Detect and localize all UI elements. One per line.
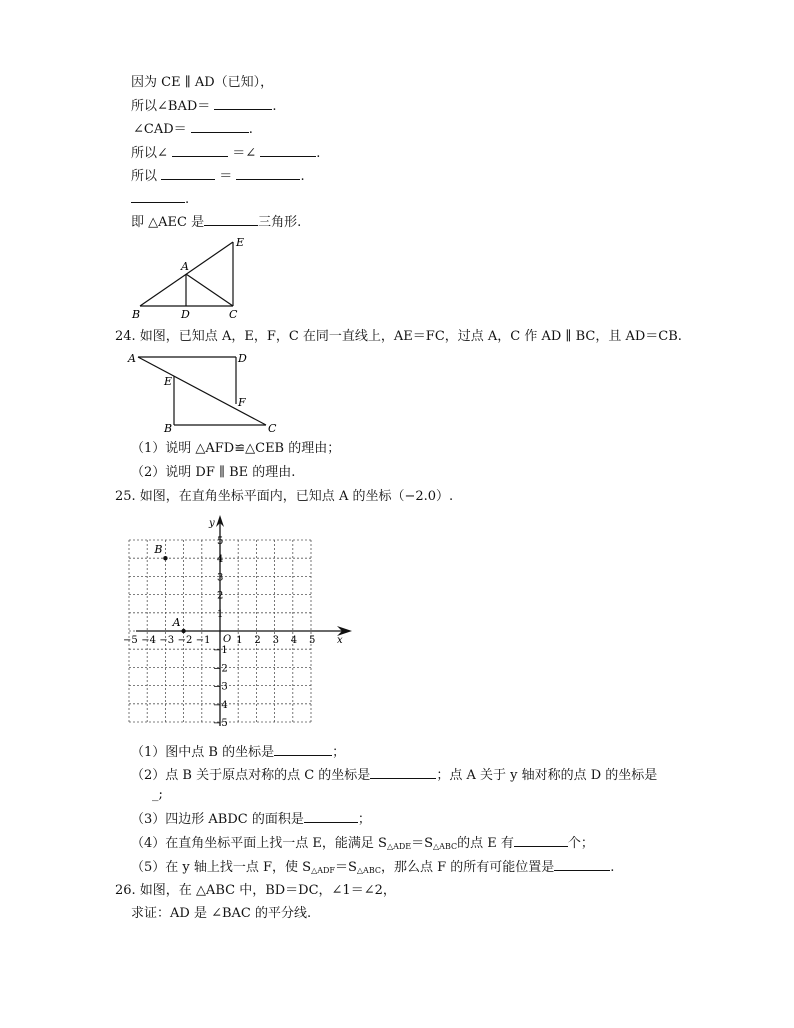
label-a: A [128,352,136,365]
x-tick-label: −1 [195,635,211,646]
label-f: F [238,396,246,409]
q24-sub2: （2）说明 DF ∥ BE 的理由. [131,465,296,480]
x-tick-label: −2 [177,635,193,646]
q25-sub3-text: （3）四边形 ABDC 的面积是 [131,812,304,827]
y-tick-label: 5 [217,536,224,547]
q25-sub2 [131,766,657,785]
q23-line-2: 所以∠BAD＝ . [131,99,277,114]
origin-label: O [223,634,232,645]
coordinate-grid [123,512,360,729]
q25-sub1-end: ； [332,745,346,760]
x-tick-label: −4 [141,635,156,646]
q25-stem: 25. 如图，在直角坐标平面内，已知点 A 的坐标（−2.0）. [115,489,454,504]
q23-line-7 [131,213,301,232]
q23-line-4-mid: ＝∠ [232,146,257,161]
q25-sub3-end: ； [357,812,371,827]
q23-line-3: ∠CAD＝ . [133,122,253,137]
q25-sub4 [131,834,594,856]
answer-blank[interactable] [214,97,272,110]
label-b: B [132,308,141,321]
label-a: A [181,260,189,273]
x-tick-label: 2 [254,635,261,646]
q25-sub4-b: 的点 E 有 [457,836,514,851]
q25-sub4-end: 个； [567,836,594,851]
label-e: E [164,375,173,388]
q25-sub2-cont: _; [152,787,163,802]
q26-proof: 求证：AD 是 ∠BAC 的平分线. [131,906,312,921]
q25-sub2-b: ；点 A 关于 y 轴对称的点 D 的坐标是 [436,768,658,783]
point-label-b: B [154,543,163,557]
q23-line-5: 所以 ＝ . [131,169,305,184]
y-tick-label: −2 [213,663,228,675]
q23-line-6: . [131,190,189,209]
q25-sub1 [131,743,345,762]
q25-sub5-end: . [610,860,615,875]
q25-sub1-text: （1）图中点 B 的坐标是 [131,745,275,760]
y-tick-label: −3 [213,681,228,693]
x-tick-label: 3 [272,635,279,646]
x-tick-label: 4 [290,635,298,646]
x-axis-label: x [337,635,343,646]
y-axis-label: y [209,518,215,529]
answer-blank[interactable] [304,810,358,823]
q23-figure [128,234,258,322]
q25-sub4-a: （4）在直角坐标平面上找一点 E，能满足 S [131,836,387,851]
label-d: D [238,352,247,365]
q23-line-4: 所以∠ ＝∠ . [131,146,321,161]
label-c: C [268,422,277,435]
q25-sub3 [131,810,371,829]
q25-sub5-b: ，那么点 F 的所有可能位置是 [380,860,555,875]
label-c: C [229,308,238,321]
answer-blank[interactable] [131,190,185,203]
answer-blank[interactable] [172,144,228,157]
answer-blank[interactable] [236,167,300,180]
point-a [181,629,185,633]
y-tick-label: 4 [217,554,224,566]
q23-line-3-text: ∠CAD＝ [133,122,187,137]
x-tick-label: −3 [159,635,175,646]
answer-blank[interactable] [370,766,436,779]
y-tick-label: −5 [213,718,228,729]
q24-sub1: （1）说明 △AFD≌△CEB 的理由； [131,441,341,456]
q23-line-7-suffix: 三角形. [258,215,302,230]
q24-figure [124,348,284,436]
label-e: E [236,236,245,249]
q25-sub2-a: （2）点 B 关于原点对称的点 C 的坐标是 [131,768,371,783]
point-label-a: A [172,616,181,629]
q23-line-2-text: 所以∠BAD＝ [131,99,211,114]
subscript: △ADE [386,842,412,851]
q23-line-5-mid: ＝ [219,169,233,184]
y-tick-label: −1 [213,645,228,657]
q25-sub4-eq: ＝S [411,836,434,851]
q23-line-4-text: 所以∠ [131,146,168,161]
x-tick-label: 1 [236,635,243,646]
y-tick-label: 1 [217,608,224,620]
q25-sub5-eq: ＝S [334,860,357,875]
q23-line-7-text: 即 △AEC 是 [131,215,205,230]
y-tick-label: 2 [217,590,224,602]
answer-blank[interactable] [161,167,215,180]
q25-sub5-a: （5）在 y 轴上找一点 F，使 S [131,860,312,875]
q25-sub5 [131,858,614,880]
subscript: △ABC [433,842,458,851]
q26-stem: 26. 如图，在 △ABC 中，BD＝DC，∠1＝∠2， [115,883,396,898]
answer-blank[interactable] [204,213,258,226]
x-tick-label: 5 [309,635,316,646]
y-tick-label: 3 [217,572,224,584]
answer-blank[interactable] [514,834,568,847]
q23-line-1: 因为 CE ∥ AD（已知）， [131,75,274,90]
answer-blank[interactable] [191,120,249,133]
q23-line-5-text: 所以 [131,169,158,184]
q24-stem: 24. 如图，已知点 A，E，F，C 在同一直线上，AE＝FC，过点 A，C 作 AD ∥ BC，且 AD＝CB. [115,329,682,344]
subscript: △ABC [356,866,381,875]
answer-blank[interactable] [274,743,332,756]
y-tick-label: −4 [213,699,228,711]
label-b: B [164,422,173,435]
subscript: △ADF [311,866,335,875]
x-tick-label: −5 [123,635,138,646]
answer-blank[interactable] [554,858,610,871]
answer-blank[interactable] [260,144,316,157]
label-d: D [181,308,190,321]
point-b [163,556,167,560]
